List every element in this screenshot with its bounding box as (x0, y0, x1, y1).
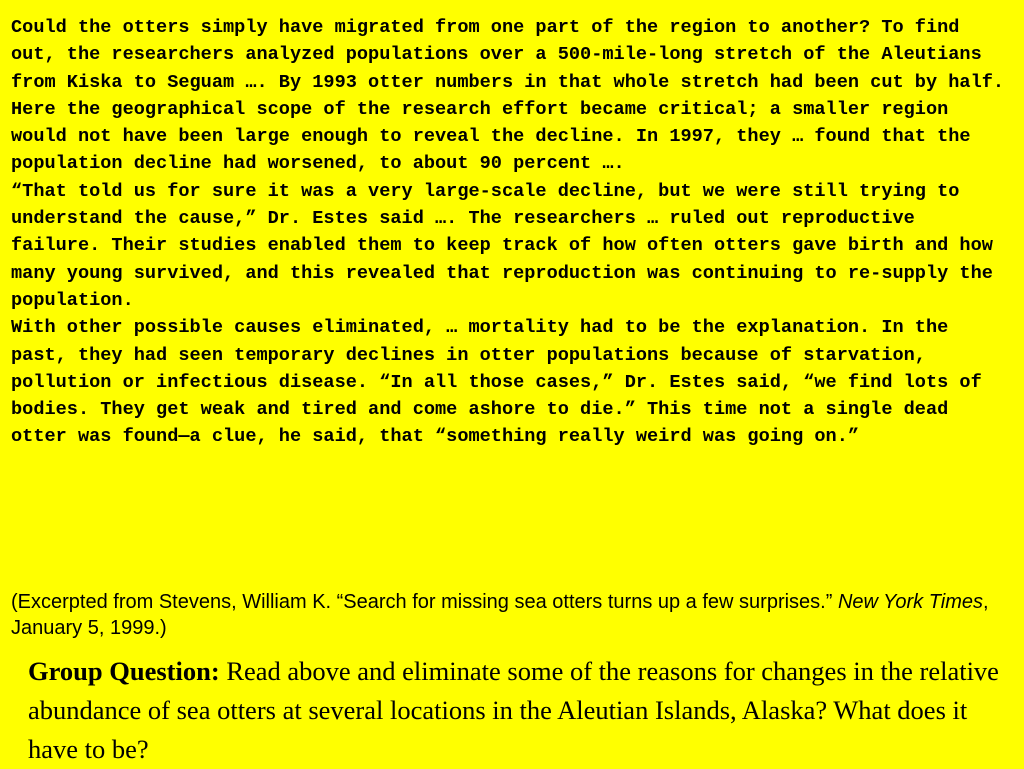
citation-suffix: , January 5, 1999.) (11, 591, 989, 639)
excerpt-block (11, 14, 1011, 451)
excerpt-paragraph-mortality: With other possible causes eliminated, … mortality had to be the explanation. In the past, they had seen temporary declines in otter populations because of starvation, pollution or infectious disease. “In all those cases,” Dr. Estes said, “we find lots of bodies. They get weak and tired and come ashore to die.” This time not a single dead otter was found—a clue, he said, that “something really weird was going on.” (11, 317, 982, 448)
excerpt-paragraph-migration: Could the otters simply have migrated from one part of the region to another? To find out, the researchers analyzed populations over a 500-mile-long stretch of the Aleutians from Kiska to Seguam …. By 1993 otter numbers in that whole stretch had been cut by half. Here the geographical scope of the research effort became critical; a smaller region would not have been large enough to reveal the decline. In 1997, they … found that the population decline had worsened, to about 90 percent …. (11, 17, 1005, 175)
excerpt-paragraph-reproduction: “That told us for sure it was a very large-scale decline, but we were still trying to understand the cause,” Dr. Estes said …. The researchers … ruled out reproductive failure. Their studies enabled them to keep track of how often otters gave birth and how many young survived, and this revealed that reproduction was continuing to re-supply the population. (11, 180, 993, 311)
citation-prefix: (Excerpted from Stevens, William K. “Search for missing sea otters turns up a few surprises.” (11, 591, 838, 613)
citation (11, 589, 1011, 641)
group-question (28, 652, 1020, 769)
citation-source: New York Times (837, 591, 984, 613)
group-question-label: Group Question: (28, 656, 220, 686)
group-question-text: Read above and eliminate some of the reasons for changes in the relative abundance of sea otters at several locations in the Aleutian Islands, Alaska? What does it have to be? (28, 656, 999, 764)
